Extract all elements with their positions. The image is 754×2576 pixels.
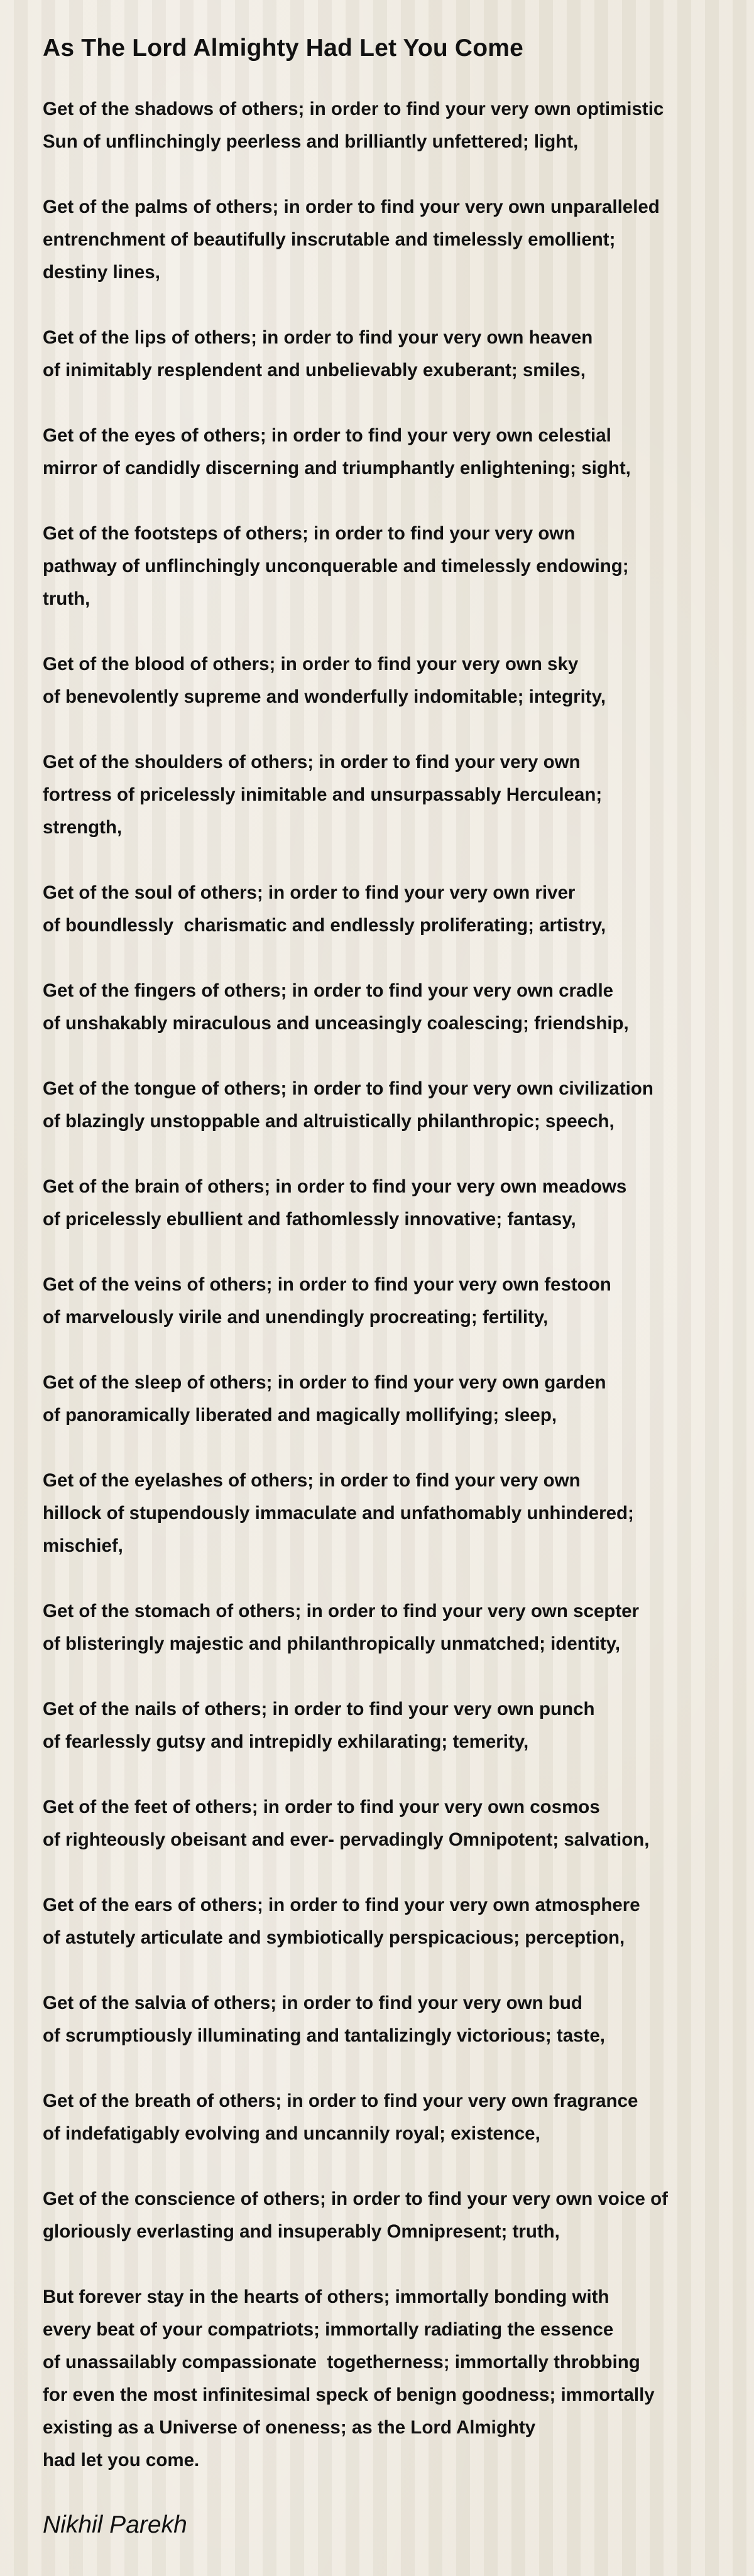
poem-line: gloriously everlasting and insuperably Omnipresent; truth, xyxy=(43,2221,560,2242)
poem-line: Get of the eyelashes of others; in order to find your very own xyxy=(43,1470,581,1491)
stanza xyxy=(43,2281,734,2477)
poem-line: Get of the footsteps of others; in order to find your very own xyxy=(43,523,576,544)
poem-line: Get of the fingers of others; in order to find your very own cradle xyxy=(43,980,614,1001)
stanza xyxy=(43,191,734,289)
poem-line: existing as a Universe of oneness; as the Lord Almighty xyxy=(43,2417,536,2438)
poem-line: Get of the ears of others; in order to find your very own atmosphere xyxy=(43,1895,640,1915)
stanza xyxy=(43,2085,734,2150)
poem-line: of unshakably miraculous and unceasingly coalescing; friendship, xyxy=(43,1013,629,1034)
poem-line: destiny lines, xyxy=(43,262,160,283)
stanza xyxy=(43,648,734,713)
poem-line: of blisteringly majestic and philanthropically unmatched; identity, xyxy=(43,1633,621,1654)
poem-line: of fearlessly gutsy and intrepidly exhilarating; temerity, xyxy=(43,1731,529,1752)
poem-line: mischief, xyxy=(43,1535,123,1556)
stanza xyxy=(43,1791,734,1856)
poem-line: Get of the nails of others; in order to find your very own punch xyxy=(43,1699,595,1719)
stanza xyxy=(43,1366,734,1432)
poem-line: of benevolently supreme and wonderfully indomitable; integrity, xyxy=(43,686,606,707)
poem-line: Sun of unflinchingly peerless and brilliantly unfettered; light, xyxy=(43,131,579,152)
poem-line: of boundlessly charismatic and endlessly proliferating; artistry, xyxy=(43,915,606,936)
poem-line: Get of the sleep of others; in order to find your very own garden xyxy=(43,1372,606,1393)
poem-line: Get of the breath of others; in order to find your very own fragrance xyxy=(43,2091,638,2111)
stanza xyxy=(43,419,734,485)
stanza xyxy=(43,1889,734,1954)
stanza xyxy=(43,1595,734,1660)
poem-line: of marvelously virile and unendingly procreating; fertility, xyxy=(43,1307,549,1328)
poem-line: of indefatigably evolving and uncannily royal; existence, xyxy=(43,2123,540,2144)
stanza xyxy=(43,746,734,844)
poem-line: Get of the conscience of others; in order to find your very own voice of xyxy=(43,2189,668,2209)
poem-line: every beat of your compatriots; immortally radiating the essence xyxy=(43,2319,614,2340)
stanza xyxy=(43,1693,734,1758)
poem-line: Get of the eyes of others; in order to find your very own celestial xyxy=(43,425,611,446)
poem-line: Get of the feet of others; in order to find your very own cosmos xyxy=(43,1797,600,1817)
poem-page xyxy=(43,33,734,2541)
stanza xyxy=(43,322,734,387)
poem-line: of pricelessly ebullient and fathomlessly innovative; fantasy, xyxy=(43,1209,576,1230)
poem-line: Get of the stomach of others; in order to find your very own scepter xyxy=(43,1601,640,1621)
poem-title: As The Lord Almighty Had Let You Come xyxy=(43,35,524,62)
stanza xyxy=(43,1464,734,1562)
poem-line: Get of the veins of others; in order to find your very own festoon xyxy=(43,1274,611,1295)
poem-line: mirror of candidly discerning and triumphantly enlightening; sight, xyxy=(43,458,631,479)
stanza xyxy=(43,877,734,942)
stanza xyxy=(43,975,734,1040)
poem-author[interactable]: Nikhil Parekh xyxy=(43,2511,187,2538)
poem-line: truth, xyxy=(43,588,90,609)
stanza xyxy=(43,1171,734,1236)
poem-body xyxy=(43,93,734,2477)
poem-line: had let you come. xyxy=(43,2450,200,2470)
poem-line: of righteously obeisant and ever- pervadingly Omnipotent; salvation, xyxy=(43,1829,650,1850)
poem-line: of scrumptiously illuminating and tantalizingly victorious; taste, xyxy=(43,2025,605,2046)
stanza xyxy=(43,93,734,158)
poem-line: But forever stay in the hearts of others; immortally bonding with xyxy=(43,2286,609,2307)
poem-line: of inimitably resplendent and unbelievably exuberant; smiles, xyxy=(43,360,586,381)
stanza xyxy=(43,2183,734,2248)
poem-line: Get of the lips of others; in order to find your very own heaven xyxy=(43,327,593,348)
poem-line: Get of the palms of others; in order to find your very own unparalleled xyxy=(43,197,660,217)
poem-line: pathway of unflinchingly unconquerable and timelessly endowing; xyxy=(43,556,629,576)
poem-line: of unassailably compassionate togetherness; immortally throbbing xyxy=(43,2352,640,2373)
poem-line: for even the most infinitesimal speck of benign goodness; immortally xyxy=(43,2384,655,2405)
poem-line: Get of the shoulders of others; in order to find your very own xyxy=(43,752,581,772)
poem-line: of blazingly unstoppable and altruistically philanthropic; speech, xyxy=(43,1111,615,1132)
poem-line: Get of the salvia of others; in order to find your very own bud xyxy=(43,1993,582,2013)
poem-line: Get of the tongue of others; in order to find your very own civilization xyxy=(43,1078,653,1099)
poem-line: of panoramically liberated and magically mollifying; sleep, xyxy=(43,1405,557,1426)
poem-line: Get of the brain of others; in order to find your very own meadows xyxy=(43,1176,627,1197)
poem-line: hillock of stupendously immaculate and unfathomably unhindered; xyxy=(43,1503,634,1523)
poem-line: Get of the soul of others; in order to find your very own river xyxy=(43,882,576,903)
stanza xyxy=(43,517,734,615)
poem-line: entrenchment of beautifully inscrutable and timelessly emollient; xyxy=(43,229,616,250)
poem-line: strength, xyxy=(43,817,123,838)
stanza xyxy=(43,1269,734,1334)
poem-line: Get of the blood of others; in order to find your very own sky xyxy=(43,654,579,674)
stanza xyxy=(43,1987,734,2052)
poem-line: fortress of pricelessly inimitable and unsurpassably Herculean; xyxy=(43,784,603,805)
poem-line: Get of the shadows of others; in order to find your very own optimistic xyxy=(43,99,664,119)
stanza xyxy=(43,1073,734,1138)
poem-line: of astutely articulate and symbiotically perspicacious; perception, xyxy=(43,1927,625,1948)
